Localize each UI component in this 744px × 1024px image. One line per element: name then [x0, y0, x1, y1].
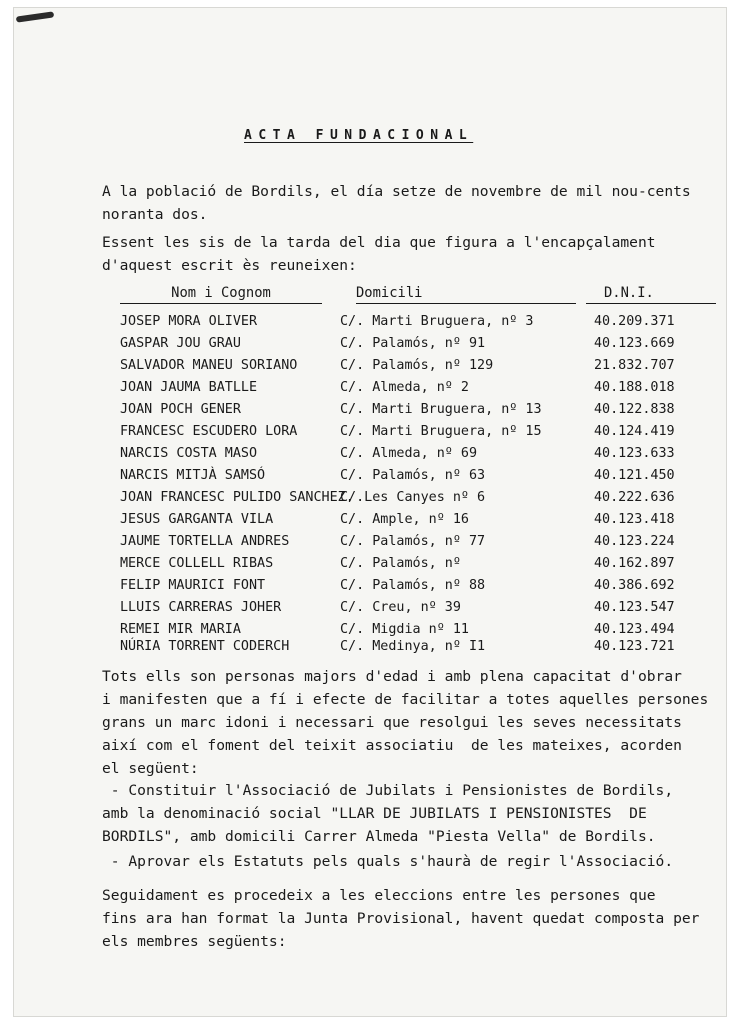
- member-address: C/.Les Canyes nº 6: [340, 490, 486, 505]
- declaration-paragraph: Tots ells son personas majors d'edad i amb plena capacitat d'obrar i manifesten que a fí i efecte de facilitar a totes aquelles persones grans un marc idoni i necessari que resolgui les seves necessitats així com el foment del teixit associatiu de les mateixes, acorden el següent:: [102, 668, 709, 777]
- column-header-address: Domicili: [356, 285, 576, 304]
- document-title: ACTA FUNDACIONAL: [244, 128, 474, 143]
- agreement-item-2: - Aprovar els Estatuts pels quals s'haurà de regir l'Associació.: [102, 853, 674, 870]
- table-row: [0, 424, 744, 446]
- member-dni: 40.188.018: [594, 380, 675, 395]
- member-dni: 40.123.669: [594, 336, 675, 351]
- member-dni: 40.121.450: [594, 468, 675, 483]
- table-row: [0, 336, 744, 358]
- member-name: LLUIS CARRERAS JOHER: [120, 600, 282, 615]
- table-row: [0, 490, 744, 512]
- member-dni: 40.124.419: [594, 424, 675, 439]
- member-dni: 40.123.547: [594, 600, 675, 615]
- table-row: [0, 358, 744, 380]
- member-name: FELIP MAURICI FONT: [120, 578, 266, 593]
- member-address: C/. Migdia nº 11: [340, 622, 469, 637]
- member-dni: 40.122.838: [594, 402, 675, 417]
- member-address: C/. Almeda, nº 2: [340, 380, 469, 395]
- member-name: GASPAR JOU GRAU: [120, 336, 241, 351]
- column-header-name: Nom i Cognom: [120, 285, 322, 304]
- table-row: [0, 578, 744, 600]
- table-row: [0, 534, 744, 556]
- intro-paragraph-2: Essent les sis de la tarda del dia que figura a l'encapçalament d'aquest escrit ès reuneixen:: [102, 234, 656, 274]
- table-row: [0, 314, 744, 336]
- member-address: C/. Almeda, nº 69: [340, 446, 478, 461]
- table-row: [0, 446, 744, 468]
- member-dni: 40.222.636: [594, 490, 675, 505]
- member-name: JOAN FRANCESC PULIDO SANCHEZ.: [120, 490, 354, 505]
- table-row: [0, 512, 744, 534]
- member-name: FRANCESC ESCUDERO LORA: [120, 424, 298, 439]
- member-dni: 40.162.897: [594, 556, 675, 571]
- member-address: C/. Medinya, nº I1: [340, 639, 486, 654]
- member-dni: 40.123.633: [594, 446, 675, 461]
- member-name: NARCIS MITJÀ SAMSÓ: [120, 468, 266, 483]
- member-name: NARCIS COSTA MASO: [120, 446, 258, 461]
- member-dni: 40.123.224: [594, 534, 675, 549]
- member-dni: 40.123.418: [594, 512, 675, 527]
- member-name: JAUME TORTELLA ANDRES: [120, 534, 290, 549]
- member-name: REMEI MIR MARIA: [120, 622, 241, 637]
- member-address: C/. Palamós, nº 77: [340, 534, 486, 549]
- member-dni: 40.209.371: [594, 314, 675, 329]
- member-address: C/. Palamós, nº: [340, 556, 461, 571]
- member-name: SALVADOR MANEU SORIANO: [120, 358, 298, 373]
- table-row: [0, 402, 744, 424]
- member-dni: 40.123.494: [594, 622, 675, 637]
- member-dni: 40.386.692: [594, 578, 675, 593]
- member-name: JOAN JAUMA BATLLE: [120, 380, 258, 395]
- table-row: [0, 380, 744, 402]
- member-name: MERCE COLLELL RIBAS: [120, 556, 274, 571]
- member-address: C/. Creu, nº 39: [340, 600, 461, 615]
- member-address: C/. Marti Bruguera, nº 13: [340, 402, 542, 417]
- elections-paragraph: Seguidament es procedeix a les eleccions entre les persones que fins ara han format la Junta Provisional, havent quedat composta per els membres següents:: [102, 887, 700, 950]
- member-name: NÚRIA TORRENT CODERCH: [120, 639, 290, 654]
- table-row: [0, 639, 744, 661]
- member-address: C/. Palamós, nº 129: [340, 358, 494, 373]
- member-dni: 21.832.707: [594, 358, 675, 373]
- member-address: C/. Marti Bruguera, nº 15: [340, 424, 542, 439]
- member-dni: 40.123.721: [594, 639, 675, 654]
- member-address: C/. Palamós, nº 91: [340, 336, 486, 351]
- member-address: C/. Palamós, nº 63: [340, 468, 486, 483]
- table-row: [0, 600, 744, 622]
- member-address: C/. Ample, nº 16: [340, 512, 469, 527]
- column-header-dni: D.N.I.: [586, 285, 716, 304]
- member-address: C/. Marti Bruguera, nº 3: [340, 314, 534, 329]
- agreement-item-1: - Constituir l'Associació de Jubilats i Pensionistes de Bordils, amb la denominació social "LLAR DE JUBILATS I PENSIONISTES DE BORDILS", amb domicili Carrer Almeda "Piesta Vella" de Bordils.: [102, 782, 674, 845]
- member-name: JESUS GARGANTA VILA: [120, 512, 274, 527]
- table-row: [0, 468, 744, 490]
- member-name: JOAN POCH GENER: [120, 402, 241, 417]
- intro-paragraph: A la població de Bordils, el día setze de novembre de mil nou-cents noranta dos.: [102, 183, 691, 223]
- member-address: C/. Palamós, nº 88: [340, 578, 486, 593]
- member-name: JOSEP MORA OLIVER: [120, 314, 258, 329]
- table-row: [0, 556, 744, 578]
